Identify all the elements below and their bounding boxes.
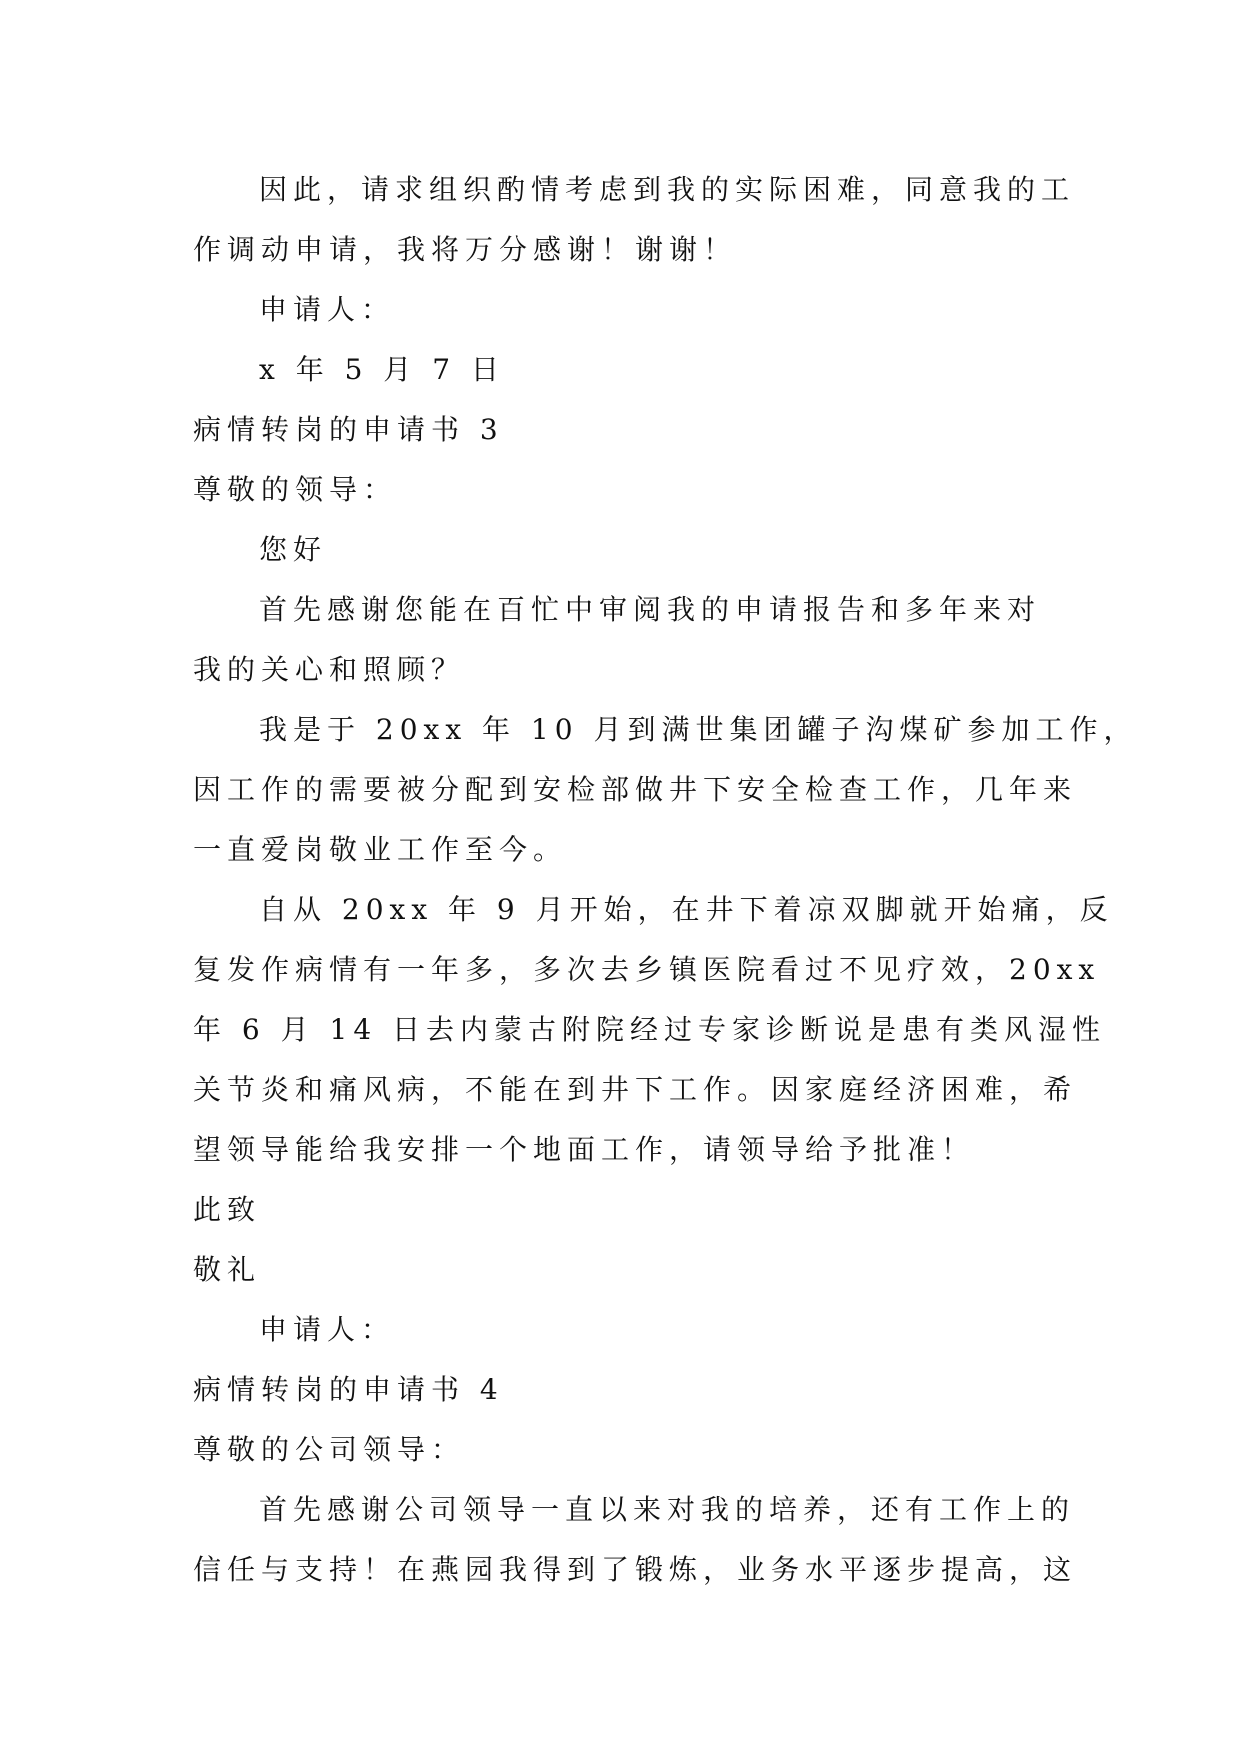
- date-line: x 年 5 月 7 日: [259, 353, 505, 386]
- text-line: 因工作的需要被分配到安检部做井下安全检查工作，几年来: [193, 773, 1078, 806]
- text-line: 首先感谢您能在百忙中审阅我的申请报告和多年来对: [259, 593, 1042, 626]
- text-line: 关节炎和痛风病，不能在到井下工作。因家庭经济困难，希: [193, 1073, 1078, 1106]
- text-line: 因此，请求组织酌情考虑到我的实际困难，同意我的工: [259, 173, 1076, 206]
- closing-line: 敬礼: [193, 1253, 262, 1286]
- salutation: 尊敬的领导：: [193, 473, 398, 506]
- closing-line: 此致: [193, 1193, 262, 1226]
- salutation: 尊敬的公司领导：: [193, 1433, 466, 1466]
- text-line: 首先感谢公司领导一直以来对我的培养，还有工作上的: [259, 1493, 1076, 1526]
- text-line: 我是于 20xx 年 10 月到满世集团罐子沟煤矿参加工作，: [259, 713, 1138, 746]
- document-body: [193, 160, 1138, 1600]
- text-line: 我的关心和照顾？: [193, 653, 466, 686]
- text-line: 年 6 月 14 日去内蒙古附院经过专家诊断说是患有类风湿性: [193, 1013, 1107, 1046]
- section-heading: 病情转岗的申请书 3: [193, 413, 504, 446]
- greeting: 您好: [259, 533, 328, 566]
- text-line: 望领导能给我安排一个地面工作，请领导给予批准！: [193, 1133, 976, 1166]
- text-line: 自从 20xx 年 9 月开始，在井下着凉双脚就开始痛，反: [259, 893, 1114, 926]
- text-line: 复发作病情有一年多，多次去乡镇医院看过不见疗效，20xx: [193, 953, 1101, 986]
- signature-label: 申请人：: [259, 1313, 396, 1346]
- signature-label: 申请人：: [259, 293, 396, 326]
- section-heading: 病情转岗的申请书 4: [193, 1373, 504, 1406]
- text-line: 一直爱岗敬业工作至今。: [193, 833, 568, 866]
- text-line: 作调动申请，我将万分感谢！谢谢！: [193, 233, 738, 266]
- text-line: 信任与支持！在燕园我得到了锻炼，业务水平逐步提高，这: [193, 1553, 1078, 1586]
